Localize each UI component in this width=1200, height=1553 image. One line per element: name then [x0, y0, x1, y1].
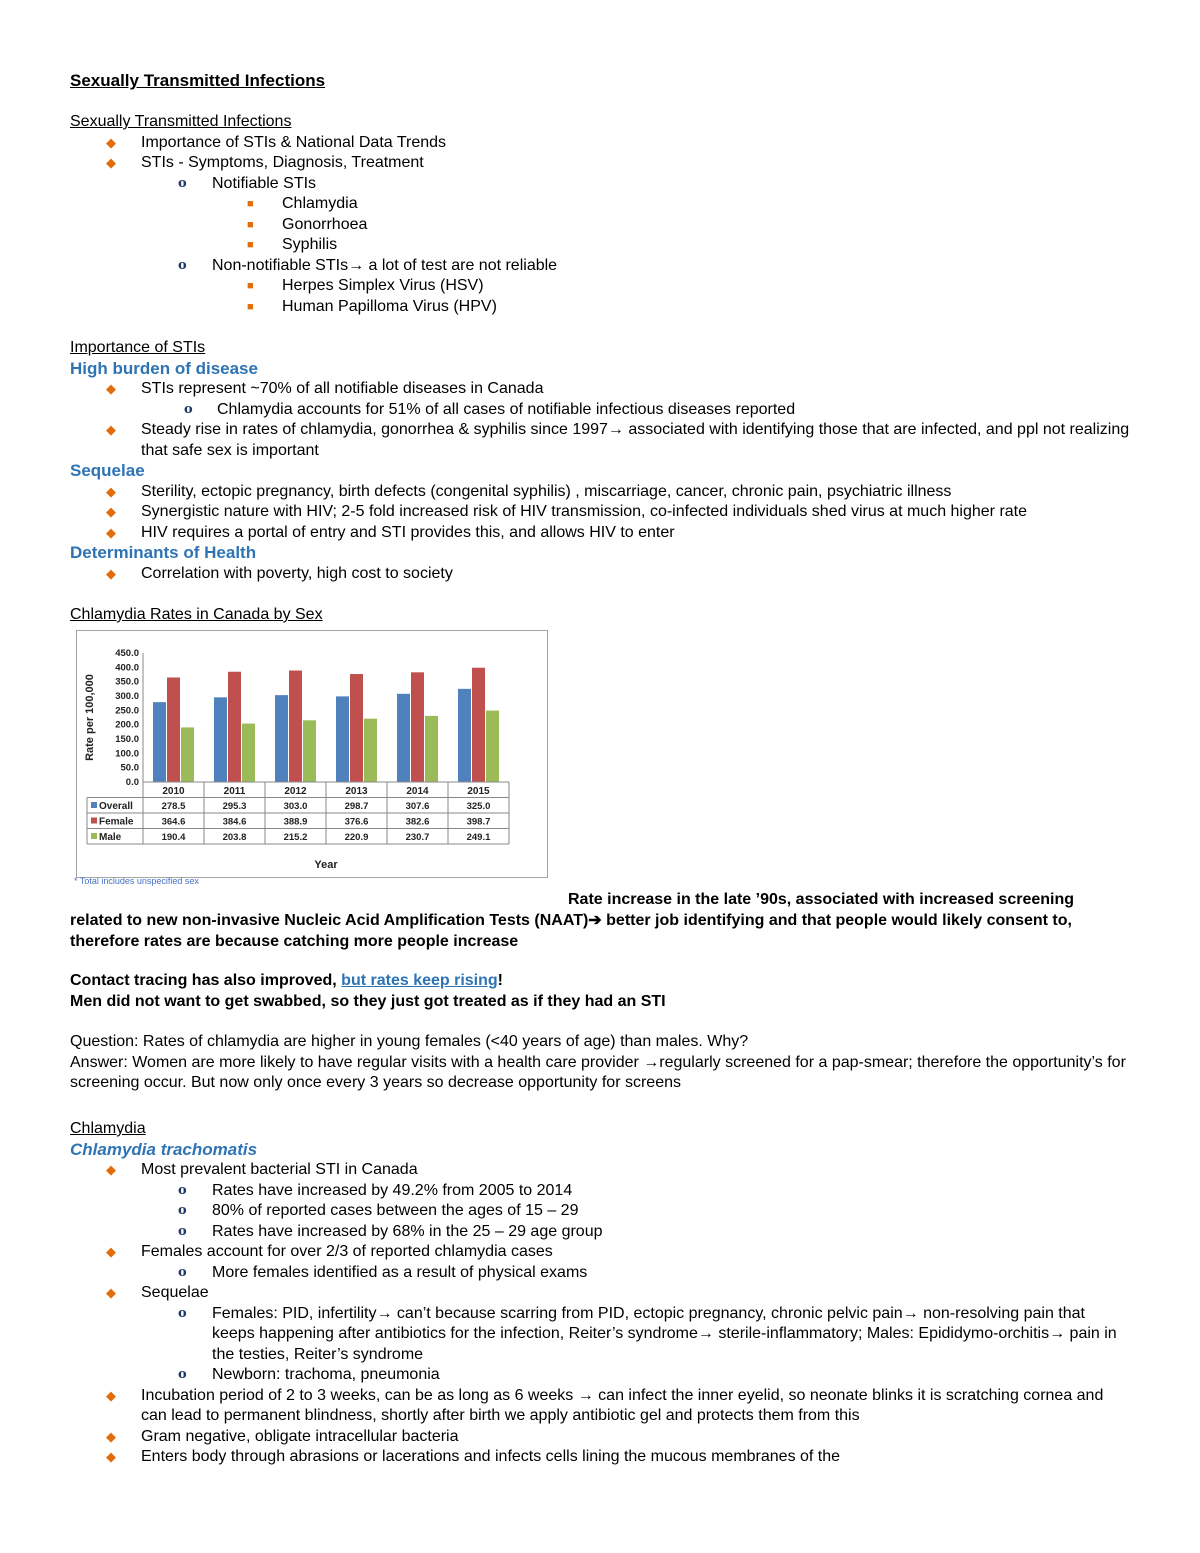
list-item — [70, 502, 1130, 523]
bar-overall-2012 — [275, 695, 288, 782]
legend-swatch-male — [91, 833, 97, 839]
list-item — [70, 1365, 1130, 1386]
data-label: 220.9 — [344, 832, 369, 843]
rates-rising-link[interactable]: but rates keep rising — [341, 972, 498, 989]
bullet-icon: ■ — [247, 198, 254, 210]
list-item-text: Incubation period of 2 to 3 weeks, can be as long as 6 weeks → can infect the inner eyelid, so neonate blinks it is scratching cornea and can lead to permanent blindness, shortly after birth we apply antibiotic gel and protects them from this — [141, 1386, 1104, 1424]
list-item-text: Synergistic nature with HIV; 2-5 fold increased risk of HIV transmission, co-infected individuals shed virus at much higher rate — [141, 503, 1028, 520]
data-label: 230.7 — [405, 832, 430, 843]
bullet-icon: ■ — [247, 280, 254, 292]
bullet-icon: o — [178, 1367, 187, 1382]
bar-male-2012 — [303, 720, 316, 782]
list-item-text: Notifiable STIs — [212, 174, 317, 192]
chart-footnote: * Total includes unspecified sex — [74, 876, 199, 886]
bullet-icon: ◆ — [106, 134, 116, 150]
importance-section — [70, 338, 1130, 584]
x-tick-label: 2013 — [345, 786, 368, 797]
bullet-icon: o — [178, 1223, 187, 1239]
bar-female-2012 — [289, 671, 302, 782]
bullet-icon: ◆ — [106, 1428, 116, 1444]
importance-heading: Importance of STIs — [70, 339, 206, 356]
data-label: 249.1 — [466, 832, 491, 843]
y-tick-label: 100.0 — [115, 748, 139, 760]
burden-list — [70, 379, 1130, 461]
list-item-text: Most prevalent bacterial STI in Canada — [141, 1161, 418, 1178]
contact-exclaim: ! — [497, 972, 503, 989]
bar-male-2014 — [425, 716, 438, 782]
list-item-text: Non-notifiable STIs→ a lot of test are not reliable — [212, 256, 558, 274]
page-title: Sexually Transmitted Infections — [70, 71, 326, 90]
bar-overall-2013 — [336, 696, 349, 782]
bar-female-2014 — [411, 672, 424, 782]
bar-male-2013 — [364, 719, 377, 782]
bullet-icon: o — [178, 1203, 187, 1218]
bullet-icon: ◆ — [106, 155, 116, 170]
y-axis-label: Rate per 100,000 — [84, 674, 96, 761]
chlamydia-list — [70, 1160, 1130, 1468]
list-item — [70, 153, 1130, 174]
list-item-text: Correlation with poverty, high cost to society — [141, 564, 453, 582]
list-item — [70, 1222, 1130, 1243]
bullet-icon: ◆ — [106, 565, 116, 581]
list-item-text: Sequelae — [141, 1284, 209, 1301]
bullet-icon: o — [178, 1182, 187, 1198]
list-item — [70, 1386, 1130, 1427]
data-label: 278.5 — [161, 801, 186, 812]
burden-heading: High burden of disease — [70, 358, 258, 378]
determinants-heading: Determinants of Health — [70, 543, 257, 562]
contact-text: Contact tracing has also improved, — [70, 972, 342, 989]
list-item — [70, 1283, 1130, 1304]
x-axis-label: Year — [314, 859, 338, 871]
list-item — [70, 564, 1130, 585]
list-item-text: Females: PID, infertility→ can’t because scarring from PID, ectopic pregnancy, chronic pelvic pain→ non-resolving pain that keeps happening after antibiotics for the infection, Reiter’s syndrome→ sterile-inflammatory; Males: Epididymo-orchitis→ pain in the testies, Reiter’s syndrome — [212, 1304, 1117, 1363]
list-item-text: Human Papilloma Virus (HPV) — [282, 297, 497, 315]
data-label: 364.6 — [161, 816, 186, 828]
question-text: Question: Rates of chlamydia are higher in young females (<40 years of age) than males. Why? — [70, 1033, 749, 1050]
bar-male-2010 — [181, 727, 194, 782]
list-item-text: Chlamydia accounts for 51% of all cases of notifiable infectious diseases reported — [217, 400, 796, 418]
rate-increase-first: Rate increase in the late ’90s, associated with increased screening — [568, 891, 1074, 908]
list-item-text: Sterility, ectopic pregnancy, birth defects (congenital syphilis) , miscarriage, cancer, chronic pain, psychiatric illness — [141, 482, 952, 500]
contact-tracing-line — [70, 971, 1130, 992]
data-label: 298.7 — [344, 801, 369, 812]
bullet-icon: ■ — [247, 218, 254, 231]
bullet-icon: ◆ — [106, 1285, 116, 1300]
data-label: 215.2 — [283, 832, 308, 843]
list-item — [70, 1447, 1130, 1468]
data-label: 388.9 — [283, 816, 308, 828]
data-label: 382.6 — [405, 816, 430, 828]
chlamydia-rates-chart — [77, 631, 547, 877]
x-tick-label: 2010 — [162, 786, 185, 797]
chlamydia-heading: Chlamydia — [70, 1120, 146, 1137]
qa-block — [70, 1032, 1130, 1094]
list-item-text: More females identified as a result of physical exams — [212, 1263, 588, 1281]
list-item-text: Newborn: trachoma, pneumonia — [212, 1366, 440, 1383]
rate-increase-rest: related to new non-invasive Nucleic Acid Amplification Tests (NAAT)➔ better job identifying and that people would likely consent to, therefore rates are because catching more people increase — [70, 912, 1072, 950]
bullet-icon: ■ — [247, 300, 254, 313]
bar-female-2010 — [167, 677, 180, 782]
list-item — [70, 1201, 1130, 1222]
list-item-text: HIV requires a portal of entry and STI provides this, and allows HIV to enter — [141, 523, 675, 541]
bar-female-2013 — [350, 674, 363, 782]
list-item-text: Steady rise in rates of chlamydia, gonorrhea & syphilis since 1997→ associated with identifying those that are infected, and ppl not realizing that safe sex is important — [141, 421, 1130, 459]
list-item — [70, 420, 1130, 461]
y-tick-label: 350.0 — [115, 676, 139, 688]
y-tick-label: 300.0 — [115, 691, 139, 702]
list-item-text: Gram negative, obligate intracellular bacteria — [141, 1427, 459, 1445]
list-item — [70, 523, 1130, 544]
list-item-text: Enters body through abrasions or lacerations and infects cells lining the mucous membranes of the — [141, 1448, 841, 1465]
rate-increase-note — [70, 889, 1130, 952]
list-item-text: Importance of STIs & National Data Trends — [141, 133, 447, 151]
y-tick-label: 50.0 — [120, 762, 139, 774]
y-tick-label: 450.0 — [115, 648, 139, 659]
list-item — [70, 1304, 1130, 1366]
list-item — [70, 215, 1130, 236]
data-label: 307.6 — [405, 801, 430, 812]
determinants-list — [70, 564, 1130, 585]
list-item-text: 80% of reported cases between the ages of 15 – 29 — [212, 1202, 579, 1219]
sequelae-list — [70, 482, 1130, 544]
data-label: 325.0 — [466, 801, 491, 812]
bullet-icon: ◆ — [106, 504, 116, 519]
y-tick-label: 0.0 — [125, 777, 139, 788]
list-item — [70, 482, 1130, 503]
list-item-text: STIs represent ~70% of all notifiable diseases in Canada — [141, 380, 544, 397]
sequelae-heading: Sequelae — [70, 461, 145, 480]
list-item — [70, 256, 1130, 277]
legend-swatch-overall — [91, 802, 97, 808]
bar-male-2015 — [486, 711, 499, 782]
chart-section — [70, 605, 1130, 626]
legend-label-male: Male — [99, 832, 122, 843]
chart-heading: Chlamydia Rates in Canada by Sex — [70, 606, 323, 623]
list-item-text: Gonorrhoea — [282, 215, 368, 233]
y-tick-label: 200.0 — [115, 719, 139, 731]
data-label: 295.3 — [222, 801, 247, 812]
list-item — [70, 1263, 1130, 1284]
y-tick-label: 250.0 — [115, 705, 139, 717]
x-tick-label: 2015 — [467, 786, 490, 797]
list-item — [70, 1181, 1130, 1202]
legend-label-female: Female — [99, 816, 134, 828]
bullet-icon: ◆ — [106, 483, 116, 499]
y-tick-label: 400.0 — [115, 662, 139, 674]
bullet-icon: o — [178, 1264, 187, 1280]
bar-overall-2011 — [214, 697, 227, 782]
list-item-text: Rates have increased by 49.2% from 2005 to 2014 — [212, 1181, 573, 1199]
list-item — [70, 133, 1130, 154]
x-tick-label: 2014 — [406, 786, 429, 797]
list-item — [70, 194, 1130, 215]
bullet-icon: o — [178, 1305, 187, 1321]
list-item-text: STIs - Symptoms, Diagnosis, Treatment — [141, 154, 424, 171]
bullet-icon: ◆ — [106, 1244, 116, 1259]
men-swab-line: Men did not want to get swabbed, so they just got treated as if they had an STI — [70, 992, 666, 1010]
outline-section — [70, 112, 1130, 317]
list-item — [70, 276, 1130, 297]
chlamydia-species: Chlamydia trachomatis — [70, 1139, 258, 1159]
list-item-text: Rates have increased by 68% in the 25 – 29 age group — [212, 1222, 603, 1240]
data-label: 376.6 — [344, 816, 369, 828]
bar-overall-2014 — [397, 694, 410, 782]
bullet-icon: ◆ — [106, 381, 116, 396]
bullet-icon: ◆ — [106, 1162, 116, 1177]
x-tick-label: 2012 — [284, 786, 307, 797]
bullet-icon: o — [178, 257, 187, 273]
bullet-icon: ■ — [247, 239, 254, 251]
bullet-icon: ◆ — [106, 524, 116, 540]
list-item — [70, 1427, 1130, 1448]
list-item — [70, 1242, 1130, 1263]
data-label: 303.0 — [283, 801, 308, 812]
bullet-icon: ◆ — [106, 1387, 116, 1403]
list-item — [70, 297, 1130, 318]
answer-text: Answer: Women are more likely to have regular visits with a health care provider →regularly screened for a pap-smear; therefore the opportunity’s for screening occur. But now only once every 3 years so decrease opportunity for screens — [70, 1053, 1126, 1091]
list-item — [70, 379, 1130, 400]
data-label: 190.4 — [161, 832, 186, 843]
bar-female-2011 — [228, 672, 241, 782]
outline-list — [70, 133, 1130, 318]
data-label: 203.8 — [222, 832, 247, 843]
bullet-icon: ◆ — [106, 1449, 116, 1464]
bullet-icon: o — [178, 175, 187, 191]
list-item-text: Herpes Simplex Virus (HSV) — [282, 277, 484, 294]
bar-female-2015 — [472, 668, 485, 782]
contact-note — [70, 971, 1130, 1012]
list-item — [70, 174, 1130, 195]
list-item — [70, 400, 1130, 421]
chlamydia-section — [70, 1119, 1130, 1468]
list-item-text: Females account for over 2/3 of reported chlamydia cases — [141, 1243, 553, 1260]
y-tick-label: 150.0 — [115, 734, 139, 745]
list-item — [70, 235, 1130, 256]
chart-frame — [76, 630, 548, 878]
bar-overall-2010 — [153, 702, 166, 782]
bar-overall-2015 — [458, 689, 471, 782]
bullet-icon: o — [184, 401, 193, 417]
list-item-text: Chlamydia — [282, 195, 358, 212]
data-label: 384.6 — [222, 816, 247, 828]
bar-male-2011 — [242, 724, 255, 782]
bullet-icon: ◆ — [106, 422, 116, 437]
list-item — [70, 1160, 1130, 1181]
legend-label-overall: Overall — [99, 801, 133, 812]
x-tick-label: 2011 — [223, 786, 246, 797]
outline-heading: Sexually Transmitted Infections — [70, 113, 292, 130]
data-label: 398.7 — [466, 816, 491, 828]
legend-swatch-female — [91, 818, 97, 824]
list-item-text: Syphilis — [282, 236, 338, 253]
